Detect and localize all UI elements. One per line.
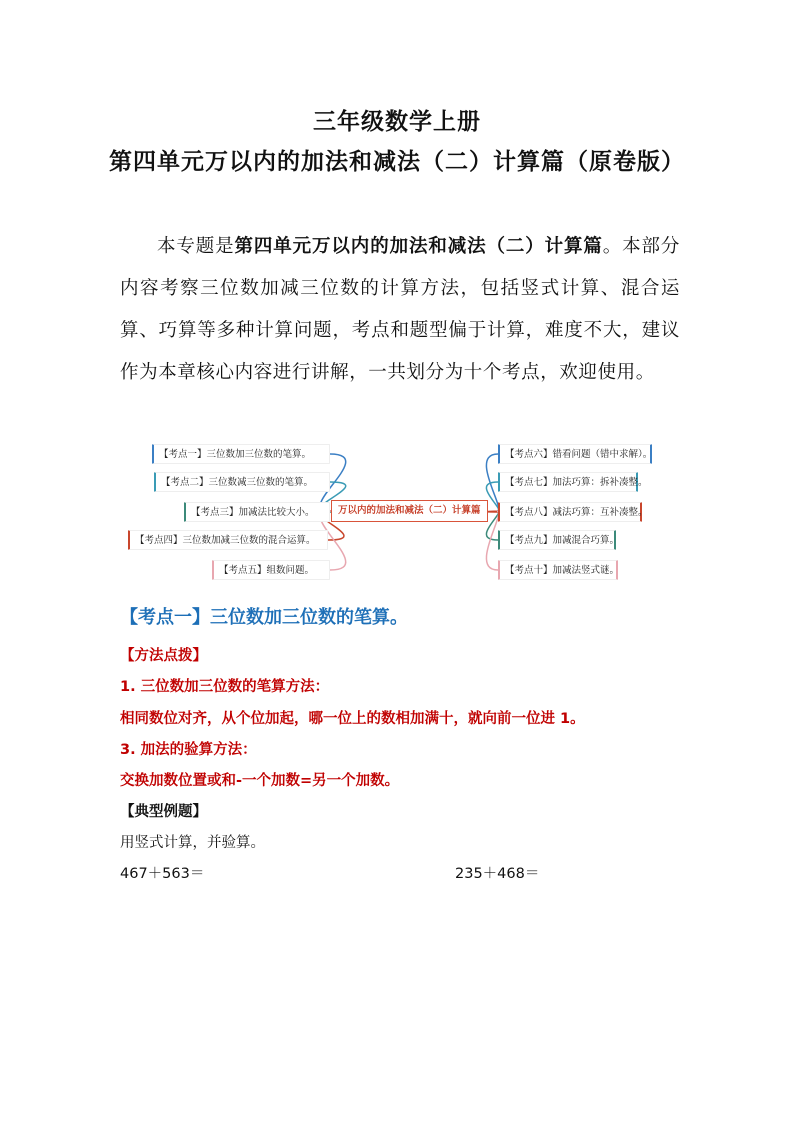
mind-map-node-left-4: 【考点四】三位数加减三位数的混合运算。 xyxy=(128,530,328,550)
mind-map-node-right-1: 【考点六】错看问题（错中求解）。 xyxy=(498,444,652,464)
method-1-title: 1. 三位数加三位数的笔算方法： xyxy=(120,679,330,695)
mind-map-connector-right-2 xyxy=(486,482,498,511)
example-instruction: 用竖式计算，并验算。 xyxy=(120,835,265,851)
method-1-text: 相同数位对齐，从个位加起，哪一位上的数相加满十，就向前一位进 1。 xyxy=(120,711,585,727)
mind-map xyxy=(120,432,680,582)
mind-map-node-right-4: 【考点九】加减混合巧算。 xyxy=(498,530,616,550)
method-3-text: 交换加数位置或和-一个加数=另一个加数。 xyxy=(120,773,400,789)
mind-map-node-right-5: 【考点十】加减法竖式谜。 xyxy=(498,560,618,580)
document-title: 三年级数学上册 xyxy=(313,109,481,135)
mind-map-center: 万以内的加法和减法（二）计算篇 xyxy=(331,500,488,522)
intro-lead: 本专题是 xyxy=(157,236,235,257)
mind-map-node-right-2: 【考点七】加法巧算：拆补凑整。 xyxy=(498,472,638,492)
mind-map-node-left-2: 【考点二】三位数减三位数的笔算。 xyxy=(154,472,330,492)
mind-map-node-left-1: 【考点一】三位数加三位数的笔算。 xyxy=(152,444,330,464)
method-3-title: 3. 加法的验算方法： xyxy=(120,742,257,758)
mind-map-node-left-3: 【考点三】加减法比较大小。 xyxy=(184,502,330,522)
mind-map-connector-right-4 xyxy=(486,511,498,540)
mind-map-node-right-3: 【考点八】减法巧算：互补凑整。 xyxy=(498,502,642,522)
equation-2: 235＋468＝ xyxy=(455,866,540,882)
intro-paragraph xyxy=(120,226,680,394)
section-heading: 【考点一】三位数加三位数的笔算。 xyxy=(120,607,408,628)
mind-map-connector-right-3 xyxy=(486,511,498,512)
method-title: 【方法点拨】 xyxy=(120,648,207,664)
intro-rest: 。本部分内容考察三位数加减三位数的计算方法，包括竖式计算、混合运算、巧算等多种计算问题，考点和题型偏于计算，难度不大，建议作为本章核心内容进行讲解，一共划分为十个考点，欢迎使用。 xyxy=(120,236,681,383)
intro-bold: 第四单元万以内的加法和减法（二）计算篇 xyxy=(234,236,603,257)
example-title: 【典型例题】 xyxy=(120,804,207,820)
mind-map-node-left-5: 【考点五】组数问题。 xyxy=(212,560,330,580)
document-subtitle: 第四单元万以内的加法和减法（二）计算篇（原卷版） xyxy=(109,149,685,175)
equation-1: 467＋563＝ xyxy=(120,866,205,882)
